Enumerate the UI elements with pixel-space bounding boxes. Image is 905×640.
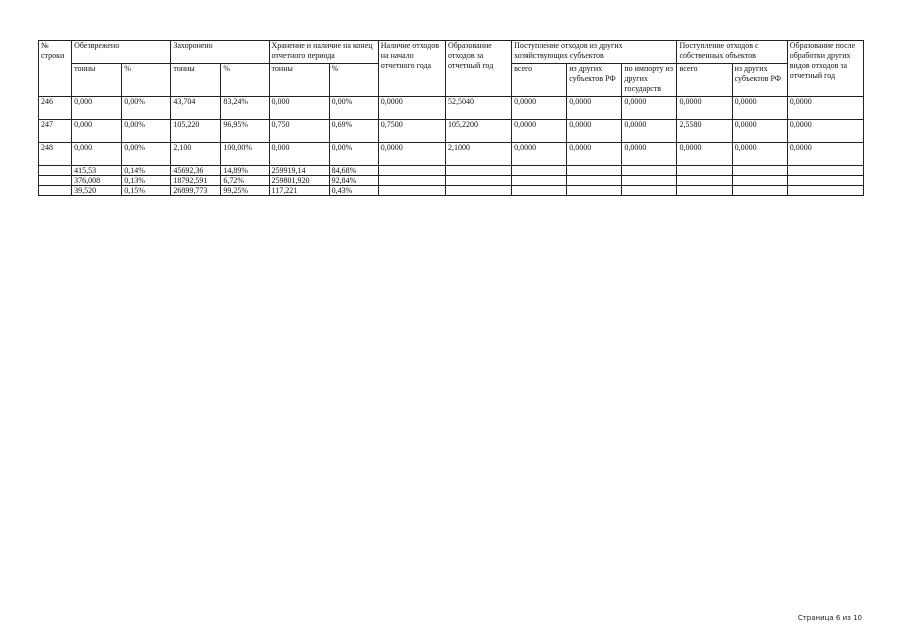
table-cell: 0,7500 [378,120,445,143]
subheader-percent: % [122,64,171,97]
summary-empty-cell [677,186,732,196]
table-cell: 0,69% [329,120,378,143]
summary-empty-cell [567,166,622,176]
summary-cell: 259919,14 [269,166,329,176]
subheader-by-import: по импорту из других государств [622,64,677,97]
row-number: 246 [39,97,72,120]
waste-report-table [38,40,864,196]
summary-cell: 0,13% [122,176,171,186]
subheader-from-other-subjects: из других субъектов РФ [567,64,622,97]
table-cell: 43,704 [171,97,221,120]
table-cell: 0,000 [72,97,122,120]
summary-empty-cell [39,166,72,176]
summary-cell: 415,53 [72,166,122,176]
summary-empty-cell [39,186,72,196]
summary-cell: 99,25% [221,186,269,196]
table-cell: 0,750 [269,120,329,143]
table-cell: 96,95% [221,120,269,143]
header-row-no: № строки [39,41,72,97]
table-cell: 105,2200 [445,120,511,143]
header-generation-after: Образование после обработки других видов отходов за отчетный год [787,41,863,97]
summary-cell: 14,89% [221,166,269,176]
table-cell: 0,0000 [787,120,863,143]
summary-empty-cell [787,166,863,176]
summary-cell: 26899,773 [171,186,221,196]
table-cell: 0,0000 [378,97,445,120]
summary-empty-cell [445,176,511,186]
table-cell: 52,5040 [445,97,511,120]
table-cell: 0,0000 [567,143,622,166]
summary-cell: 0,14% [122,166,171,176]
summary-empty-cell [378,166,445,176]
table-cell: 2,1000 [445,143,511,166]
page-number: Страница 6 из 10 [797,614,862,622]
summary-empty-cell [787,176,863,186]
header-presence-start: Наличие отходов на начало отчетного года [378,41,445,97]
table-cell: 0,0000 [567,97,622,120]
summary-empty-cell [567,176,622,186]
table-cell: 0,0000 [378,143,445,166]
summary-cell: 18792,591 [171,176,221,186]
table-cell: 0,00% [122,143,171,166]
subheader-tons: тонны [269,64,329,97]
table-cell: 0,000 [269,143,329,166]
table-cell: 100,00% [221,143,269,166]
table-cell: 0,000 [269,97,329,120]
summary-row [39,186,864,196]
subheader-total: всего [512,64,567,97]
subheader-percent: % [329,64,378,97]
summary-empty-cell [787,186,863,196]
table-cell: 0,00% [122,120,171,143]
header-intake-others: Поступление отходов из других хозяйствующих субъектов [512,41,677,64]
header-row-top [39,41,864,64]
summary-empty-cell [512,166,567,176]
header-buried: Захоронено [171,41,269,64]
table-cell: 0,0000 [787,143,863,166]
summary-empty-cell [732,186,787,196]
summary-cell: 0,15% [122,186,171,196]
summary-empty-cell [445,186,511,196]
table-cell: 0,0000 [622,97,677,120]
table-cell: 83,24% [221,97,269,120]
table-cell: 0,0000 [567,120,622,143]
header-storage: Хранение и наличие на конец отчетного периода [269,41,378,64]
summary-cell: 6,72% [221,176,269,186]
subheader-tons: тонны [171,64,221,97]
table-row [39,120,864,143]
table-row [39,97,864,120]
summary-empty-cell [512,176,567,186]
summary-cell: 0,43% [329,186,378,196]
summary-empty-cell [378,186,445,196]
summary-row [39,166,864,176]
table-cell: 105,220 [171,120,221,143]
table-cell: 0,0000 [787,97,863,120]
table-cell: 0,000 [72,143,122,166]
table-cell: 0,0000 [732,120,787,143]
table-cell: 0,00% [329,143,378,166]
summary-row [39,176,864,186]
table-cell: 0,0000 [732,143,787,166]
summary-empty-cell [512,186,567,196]
table-cell: 0,0000 [622,143,677,166]
summary-empty-cell [622,166,677,176]
summary-cell: 39,520 [72,186,122,196]
summary-empty-cell [567,186,622,196]
summary-cell: 92,84% [329,176,378,186]
table-cell: 2,100 [171,143,221,166]
row-number: 247 [39,120,72,143]
table-cell: 0,0000 [677,143,732,166]
summary-empty-cell [677,166,732,176]
subheader-percent: % [221,64,269,97]
table-cell: 0,0000 [512,143,567,166]
summary-cell: 376,008 [72,176,122,186]
subheader-from-other-subjects: из других субъектов РФ [732,64,787,97]
table-cell: 2,5580 [677,120,732,143]
table-cell: 0,0000 [677,97,732,120]
table-cell: 0,000 [72,120,122,143]
table-cell: 0,0000 [512,97,567,120]
summary-cell: 84,68% [329,166,378,176]
summary-empty-cell [378,176,445,186]
summary-empty-cell [39,176,72,186]
table-cell: 0,00% [122,97,171,120]
table-cell: 0,0000 [512,120,567,143]
table-cell: 0,00% [329,97,378,120]
summary-empty-cell [677,176,732,186]
summary-empty-cell [622,186,677,196]
header-generation: Образование отходов за отчетный год [445,41,511,97]
summary-empty-cell [622,176,677,186]
summary-empty-cell [732,176,787,186]
subheader-total: всего [677,64,732,97]
table-row [39,143,864,166]
summary-empty-cell [732,166,787,176]
header-neutralized: Обезврежено [72,41,171,64]
table-cell: 0,0000 [622,120,677,143]
summary-cell: 117,221 [269,186,329,196]
subheader-tons: тонны [72,64,122,97]
summary-cell: 259801,920 [269,176,329,186]
header-intake-own: Поступление отходов с собственных объектов [677,41,787,64]
table-cell: 0,0000 [732,97,787,120]
summary-cell: 45692,36 [171,166,221,176]
summary-empty-cell [445,166,511,176]
row-number: 248 [39,143,72,166]
